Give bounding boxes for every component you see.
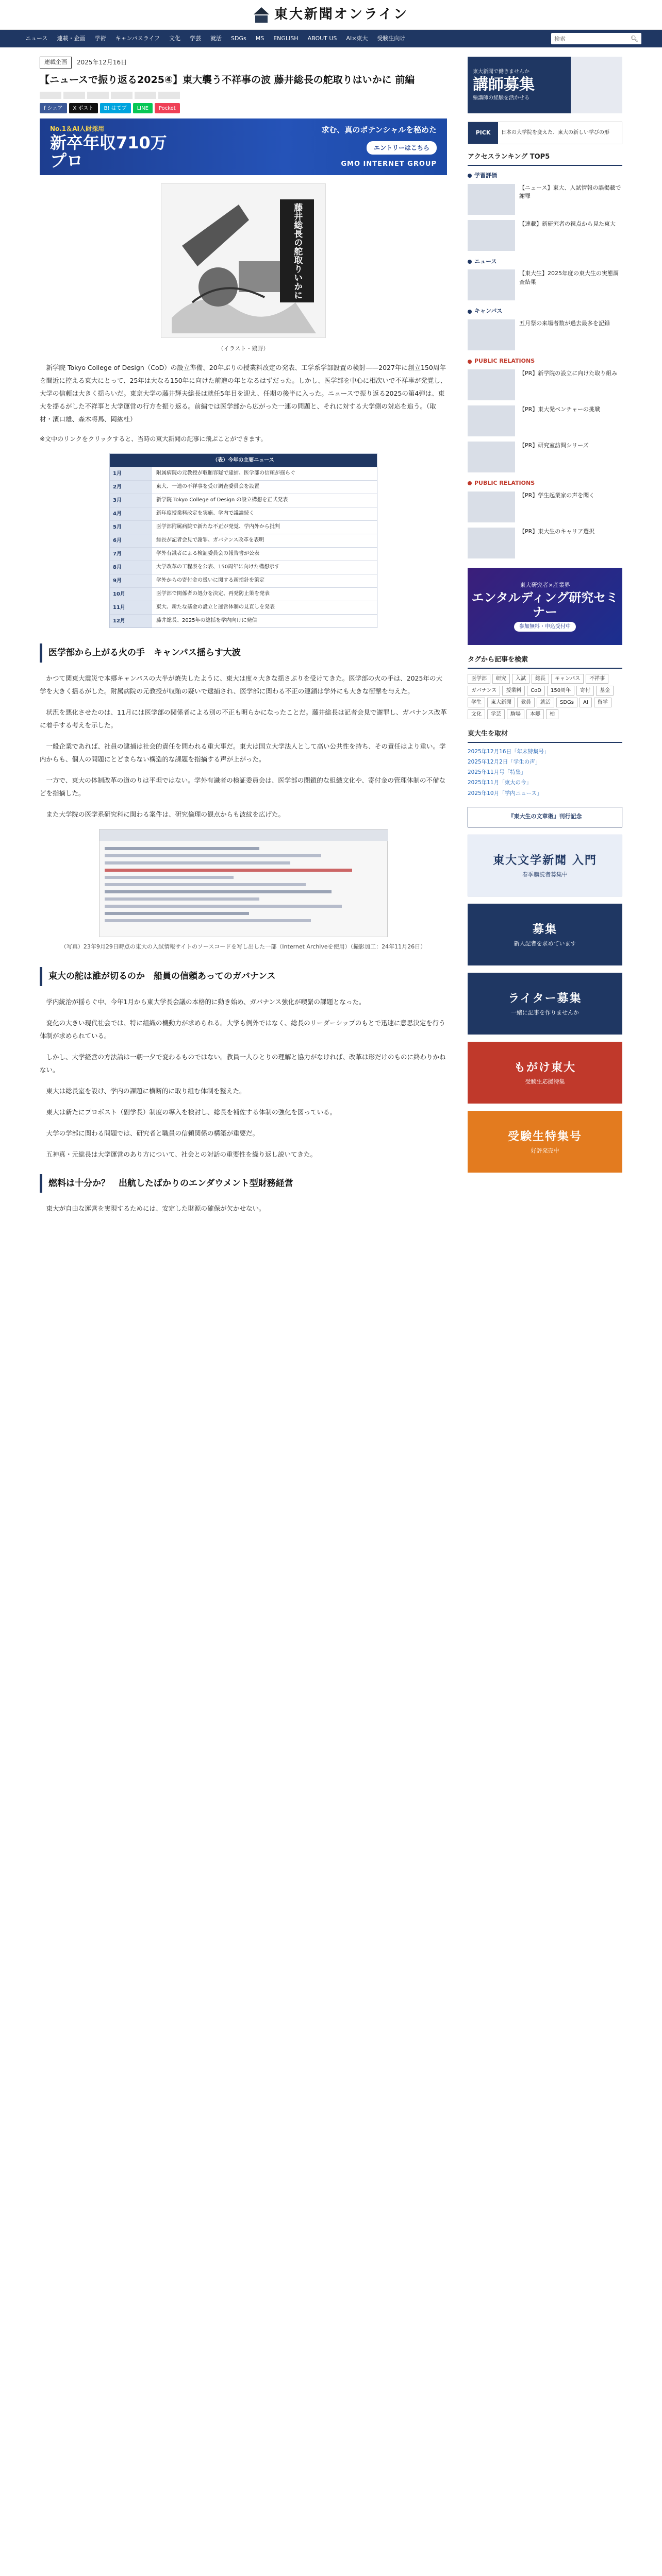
ad-label: 東大新聞で働きませんか <box>473 69 529 75</box>
screenshot-image <box>99 829 388 937</box>
tag-link[interactable]: 150周年 <box>547 686 574 696</box>
tag-link[interactable]: 東大新聞 <box>487 698 515 707</box>
ad-kicker: 東大研究者×産業界 <box>520 581 570 588</box>
timeline-row <box>110 534 377 547</box>
ad-text: 日本の大学院を変えた、東大の新しい学びの形 <box>501 130 609 135</box>
section1-paragraph: かつて関東大震災で本郷キャンパスの大半が焼失したように、東大は度々大きな揺さぶりを受けてきた。医学部の火の手は、2025年の大学を大きく揺るがした。附属病院の元教授が収賄の疑いで逮捕され、医学部に関わる不正の連鎖は学外にも大きな衝撃を与えた。 <box>40 674 442 696</box>
nav-item-about[interactable]: ABOUT US <box>307 35 337 42</box>
nav-item-series[interactable]: 連載・企画 <box>57 35 86 42</box>
tag-chip[interactable] <box>87 92 109 99</box>
main-nav <box>0 30 662 47</box>
search-input[interactable] <box>554 36 631 42</box>
bullet-icon <box>468 360 472 364</box>
tag-link[interactable]: AI <box>580 698 592 707</box>
tag-link[interactable]: CoD <box>527 686 545 696</box>
ad-photo <box>571 57 622 113</box>
ad-logo: PICK <box>468 122 498 144</box>
news-link[interactable]: 2025年12月16日「年末特集号」 <box>468 748 550 755</box>
news-link[interactable]: 2025年11月「東大の今」 <box>468 779 532 786</box>
book-ad[interactable]: 『東大生の文章術』刊行記念 <box>468 807 622 827</box>
ad-kicker: No.1＆AI人財採用 <box>50 125 104 132</box>
nav-item-arts[interactable]: 学芸 <box>190 35 202 42</box>
ad-cta[interactable]: 参加無料・申込受付中 <box>514 622 576 632</box>
ranking-group-label: キャンパス <box>474 308 503 315</box>
section2-paragraph: 変化の大きい現代社会では、特に組織の機動力が求められる。大学も例外ではなく、総長のリーダーシップのもとで迅速に意思決定を行う体制が求められている。 <box>40 1019 445 1040</box>
hero-caption: （イラスト・鶏野） <box>218 345 269 352</box>
ranking-thumbnail <box>468 492 515 522</box>
news-list <box>468 748 622 798</box>
timeline-row <box>110 561 377 574</box>
timeline-date: 12月 <box>110 615 152 628</box>
ad-banner-gmo[interactable] <box>40 118 447 175</box>
bullet-icon <box>468 260 472 264</box>
ranking-thumbnail <box>468 405 515 436</box>
tag-link[interactable]: 柏 <box>546 709 558 719</box>
banner-sub: 好評発売中 <box>531 1147 559 1155</box>
timeline-date: 6月 <box>110 534 152 547</box>
screenshot-figure <box>40 829 447 937</box>
banner-sub: 春季購読者募集中 <box>522 871 568 878</box>
share-x-button[interactable]: X ポスト <box>69 103 98 113</box>
search-icon[interactable]: 🔍︎ <box>630 35 638 42</box>
section2-paragraph: 学内統治が揺らぐ中、今年1月から東大学長会議の本格的に動き始め、ガバナンス強化が喫緊の課題となった。 <box>46 997 366 1006</box>
nav-item-academic[interactable]: 学術 <box>94 35 106 42</box>
logo-text: 東大新聞オンライン <box>274 7 409 23</box>
banner-title: 募集 <box>532 923 557 936</box>
news-list-title: 東大生を取材 <box>468 728 622 743</box>
tag-link[interactable]: 授業料 <box>502 686 525 696</box>
banner-sub: 新人記者を求めています <box>514 940 576 947</box>
ranking-thumbnail <box>468 269 515 300</box>
ranking-item-title: 【連載】新研究者の視点から見た東大 <box>519 220 616 227</box>
tag-link[interactable]: SDGs <box>556 698 577 707</box>
timeline-text: 総長が記者会見で謝罪、ガバナンス改革を表明 <box>156 537 264 544</box>
ranking-item-title: 【ニュース】東大、入試情報の誤掲載で謝罪 <box>519 184 621 200</box>
banner-title: 東大文学新聞 入門 <box>493 854 597 867</box>
nav-item-news[interactable]: ニュース <box>25 35 48 42</box>
banner-sub: 受験生応援特集 <box>525 1078 565 1086</box>
tag-link[interactable]: 留学 <box>594 698 611 707</box>
tag-link[interactable]: 基金 <box>596 686 614 696</box>
nav-item-english[interactable]: ENGLISH <box>273 35 299 42</box>
timeline-date: 5月 <box>110 521 152 534</box>
timeline-date: 3月 <box>110 494 152 507</box>
category-badge[interactable]: 連載企画 <box>40 57 72 69</box>
tag-link[interactable]: 文化 <box>468 709 485 719</box>
timeline-title: （表）今年の主要ニュース <box>110 454 377 467</box>
tag-link[interactable]: 就活 <box>537 698 554 707</box>
nav-search <box>551 33 641 44</box>
ad-headline: 新卒年収710万プロ <box>50 133 167 171</box>
ad-brand: GMO INTERNET GROUP <box>341 160 437 168</box>
section2-paragraph: 東大は新たにプロボスト（副学長）制度の導入を検討し、総長を補佐する体制の強化を図っている。 <box>46 1108 337 1116</box>
hero-illustration <box>161 183 326 338</box>
sidebar-banner[interactable] <box>468 1042 622 1104</box>
ranking-item[interactable] <box>468 269 622 300</box>
ranking-list <box>468 171 622 558</box>
ranking-group-label: PUBLIC RELATIONS <box>474 358 535 365</box>
figure-caption: （写真）23年9月29日時点の東大の入試情報サイトのソースコードを写し出した一部（Internet Archiveを使用）（撮影加工：24年11月26日） <box>60 943 426 951</box>
timeline-text: 学外からの寄付金の扱いに関する新指針を策定 <box>156 578 264 584</box>
share-hatena-button[interactable]: B! はてブ <box>100 103 131 113</box>
nav-item-career[interactable]: 就活 <box>210 35 222 42</box>
article-meta <box>40 57 447 69</box>
section1-paragraph: 一方で、東大の体制改革の道のりは平坦ではない。学外有識者の検証委員会は、医学部の閉鎖的な組織文化や、寄付金の管理体制の不備などを指摘した。 <box>40 776 446 798</box>
ranking-group <box>468 171 622 251</box>
tag-link[interactable]: 本郷 <box>526 709 544 719</box>
share-facebook-button[interactable]: f シェア <box>40 103 67 113</box>
section2-paragraph: しかし、大学経営の方法論は一朝一夕で変わるものではない。教員一人ひとりの理解と協力がなければ、改革は形だけのものに終わりかねない。 <box>40 1053 446 1074</box>
sidebar-ad-pick[interactable] <box>468 122 622 144</box>
timeline-row <box>110 507 377 520</box>
ranking-item-title: 【PR】研究室訪問シリーズ <box>519 442 589 449</box>
ad-entry-button[interactable]: エントリーはこちら <box>367 141 437 155</box>
timeline-text: 新年度授業料改定を実施、学内で議論続く <box>156 511 254 517</box>
news-link[interactable]: 2025年12月2日「学生の声」 <box>468 758 541 765</box>
ranking-item-title: 【PR】新学院の設立に向けた取り組み <box>519 369 618 377</box>
ad-headline: 講師募集 <box>473 75 535 94</box>
hero-title-line-2: 舵取りいかに <box>292 246 303 299</box>
timeline-row <box>110 547 377 561</box>
nav-item-examinees[interactable]: 受験生向け <box>377 35 406 42</box>
timeline-date: 11月 <box>110 601 152 614</box>
ranking-item[interactable] <box>468 528 622 558</box>
section-heading-2: 東大の舵は誰が切るのか 船員の信頼あってのガバナンス <box>40 967 447 986</box>
timeline-date: 8月 <box>110 561 152 574</box>
tag-link[interactable]: 学芸 <box>487 709 505 719</box>
timeline-text: 新学院 Tokyo College of Design の設立構想を正式発表 <box>156 497 288 503</box>
section2-paragraph: 五神真・元総長は大学運営のあり方について、社会との対話の重要性を繰り返し説いてきた。 <box>46 1150 317 1158</box>
ranking-item-title: 【東大生】2025年度の東大生の実態調査結果 <box>519 270 619 285</box>
ad-headline: エンタルディング研究セミナー <box>471 590 619 620</box>
nav-item-campus-life[interactable]: キャンパスライフ <box>115 35 160 42</box>
sidebar-banner[interactable] <box>468 904 622 965</box>
hero-title-plate <box>280 199 314 302</box>
sidebar <box>468 57 622 1223</box>
timeline-row <box>110 494 377 507</box>
share-row <box>40 103 447 113</box>
tag-link[interactable]: 寄付 <box>576 686 594 696</box>
nav-item-ms[interactable]: MS <box>255 35 264 42</box>
timeline-date: 7月 <box>110 548 152 561</box>
tag-chip[interactable] <box>40 92 61 99</box>
tag-cloud <box>468 674 622 719</box>
ranking-item[interactable] <box>468 442 622 472</box>
ranking-group-label: 学習評価 <box>474 172 497 179</box>
hero-title-line-1: 藤井総長の <box>292 202 303 247</box>
ranking-item[interactable] <box>468 184 622 215</box>
timeline-table <box>109 453 377 628</box>
article-title: 【ニュースで振り返る2025④】東大襲う不祥事の波 藤井総長の舵取りはいかに 前編 <box>40 74 415 86</box>
section-heading-3: 燃料は十分か？ 出航したばかりのエンダウメント型財務経営 <box>40 1174 447 1193</box>
logo-mark-icon <box>254 7 269 23</box>
tag-chip[interactable] <box>111 92 133 99</box>
tag-chip[interactable] <box>63 92 85 99</box>
timeline-row <box>110 614 377 628</box>
bullet-icon <box>468 481 472 485</box>
section3-paragraph: 東大が自由な運営を実現するためには、安定した財源の確保が欠かせない。 <box>46 1205 266 1213</box>
nav-item-culture[interactable]: 文化 <box>169 35 181 42</box>
tag-chip[interactable] <box>135 92 156 99</box>
timeline-date: 1月 <box>110 467 152 480</box>
tag-link[interactable]: 教員 <box>517 698 535 707</box>
timeline-text: 医学部で関係者の処分を決定、再発防止策を発表 <box>156 591 270 597</box>
share-pocket-button[interactable]: Pocket <box>155 103 180 113</box>
share-line-button[interactable]: LINE <box>133 103 153 113</box>
bullet-icon <box>468 310 472 314</box>
timeline-text: 東大、一連の不祥事を受け調査委員会を設置 <box>156 484 259 490</box>
timeline-row <box>110 467 377 480</box>
sidebar-ad-recruit[interactable] <box>468 57 622 113</box>
timeline-row <box>110 587 377 601</box>
ranking-item-title: 【PR】東大発ベンチャーの挑戦 <box>519 405 600 413</box>
article-date: 2025年12月16日 <box>77 59 127 66</box>
timeline-row <box>110 480 377 494</box>
ranking-item[interactable] <box>468 220 622 251</box>
ranking-item-title: 【PR】学生起業家の声を聞く <box>519 492 595 499</box>
tag-link[interactable]: 学生 <box>468 698 485 707</box>
link-note: ※文中のリンクをクリックすると、当時の東大新聞の記事に飛ぶことができます。 <box>40 435 267 443</box>
hero-figure <box>40 183 447 338</box>
timeline-text: 藤井総長、2025年の総括を学内向けに発信 <box>156 618 257 624</box>
timeline-text: 東大、新たな基金の設立と運営体制の見直しを発表 <box>156 604 275 611</box>
ranking-group <box>468 357 622 472</box>
timeline-date: 4月 <box>110 507 152 520</box>
source-code-screenshot-svg <box>100 829 388 938</box>
ranking-thumbnail <box>468 184 515 215</box>
ranking-item[interactable] <box>468 369 622 400</box>
ranking-item[interactable] <box>468 492 622 522</box>
news-link[interactable]: 2025年11月号「特集」 <box>468 769 526 776</box>
tag-strip <box>40 92 447 99</box>
timeline-row <box>110 574 377 587</box>
timeline-text: 大学改革の工程表を公表、150周年に向けた構想示す <box>156 564 280 570</box>
tag-link[interactable]: キャンパス <box>551 674 584 684</box>
ranking-item[interactable] <box>468 405 622 436</box>
sidebar-banner[interactable] <box>468 835 622 896</box>
timeline-date: 10月 <box>110 588 152 601</box>
timeline-row <box>110 520 377 534</box>
tag-link[interactable]: 不祥事 <box>586 674 608 684</box>
ranking-thumbnail <box>468 220 515 251</box>
site-logo[interactable] <box>254 3 408 26</box>
tag-link[interactable]: 総長 <box>532 674 549 684</box>
tag-search-title: タグから記事を検索 <box>468 654 622 669</box>
sidebar-banner[interactable] <box>468 973 622 1035</box>
banner-sub: 一緒に記事を作りませんか <box>511 1009 579 1016</box>
lead-paragraph: 新学院 Tokyo College of Design（CoD）の設立準備、20年ぶりの授業料改定の発表、工学系学部設置の検討——2027年に創立150周年を間近に控える東大にとって、25年は大なる150年に向けた前進の年となるはずだった。しかし、医学部を中心に相次いで不祥事が発覚し、大学の信頼は大きく揺らいだ。東京大学の藤井輝夫総長は就任5年目を迎え、任期の後半に入った。ニュースで振り返る2025の第4弾は、東大を揺るがした不祥事と大学運営の行方を振り返る。前編では医学部から広がった一連の問題と、それに対する大学側の対応を追う。（取材・濱口雄、森木将馬、岡紘杜） <box>40 363 447 423</box>
section1-paragraph: 一般企業であれば、社員の逮捕は社会的責任を問われる重大事だ。東大は国立大学法人として高い公共性を持ち、その責任はより重い。学内からも、個人の問題にとどまらない構造的な課題を指摘する声が上がった。 <box>40 742 446 764</box>
ranking-title: アクセスランキング TOP5 <box>468 151 622 166</box>
ad-tagline: 求む、真のポテンシャルを秘めた <box>321 125 437 135</box>
section1-paragraph: また大学院の医学系研究科に関わる案件は、研究倫理の観点からも波紋を広げた。 <box>46 810 285 819</box>
timeline-text: 学外有識者による検証委員会の報告書が公表 <box>156 551 259 557</box>
bullet-icon <box>468 174 472 178</box>
ranking-item-title: 五月祭の来場者数が過去最多を記録 <box>519 320 610 327</box>
tag-link[interactable]: 医学部 <box>468 674 490 684</box>
timeline-text: 附属病院の元教授が収賄容疑で逮捕、医学部の信頼が揺らぐ <box>156 470 295 477</box>
site-header <box>0 0 662 30</box>
timeline-text: 医学部附属病院で新たな不正が発覚、学内外から批判 <box>156 524 280 530</box>
ranking-thumbnail <box>468 369 515 400</box>
banner-title: 受験生特集号 <box>507 1130 582 1143</box>
tag-chip[interactable] <box>158 92 180 99</box>
ranking-item[interactable] <box>468 319 622 350</box>
timeline-row <box>110 601 377 614</box>
tag-link[interactable]: 入試 <box>512 674 529 684</box>
article-main <box>40 57 447 1223</box>
section2-paragraph: 東大は総長室を設け、学内の課題に横断的に取り組む体制を整えた。 <box>46 1087 246 1095</box>
ranking-group <box>468 307 622 350</box>
ranking-item-title: 【PR】東大生のキャリア選択 <box>519 528 595 535</box>
ranking-thumbnail <box>468 528 515 558</box>
nav-item-sdgs[interactable]: SDGs <box>231 35 246 42</box>
sidebar-ad-seminar[interactable] <box>468 568 622 645</box>
section1-paragraph: 状況を悪化させたのは、11月には医学部の関係者による別の不正も明らかになったことだ。藤井総長は記者会見で謝罪し、ガバナンス改革に着手する考えを示した。 <box>40 708 447 730</box>
ranking-group-label: PUBLIC RELATIONS <box>474 479 535 486</box>
ranking-group-label: ニュース <box>474 258 497 265</box>
tag-link[interactable]: 駒場 <box>507 709 524 719</box>
ranking-thumbnail <box>468 319 515 350</box>
tag-link[interactable]: 研究 <box>492 674 510 684</box>
ad-sub: 塾講師の経験を活かせる <box>473 95 529 101</box>
nav-item-ai[interactable]: AI×東大 <box>346 35 368 42</box>
ranking-group <box>468 257 622 301</box>
news-link[interactable]: 2025年10月「学内ニュース」 <box>468 790 542 796</box>
sidebar-banner[interactable] <box>468 1111 622 1173</box>
tag-link[interactable]: ガバナンス <box>468 686 500 696</box>
timeline-date: 9月 <box>110 574 152 587</box>
section-heading-1: 医学部から上がる火の手 キャンパス揺らす大波 <box>40 643 447 663</box>
banner-title: もがけ東大 <box>514 1061 576 1074</box>
section2-paragraph: 大学の学部に関わる問題では、研究者と職員の信頼関係の構築が重要だ。 <box>46 1129 259 1137</box>
banner-title: ライター募集 <box>508 992 582 1005</box>
timeline-date: 2月 <box>110 481 152 494</box>
ranking-group <box>468 479 622 558</box>
ranking-thumbnail <box>468 442 515 472</box>
